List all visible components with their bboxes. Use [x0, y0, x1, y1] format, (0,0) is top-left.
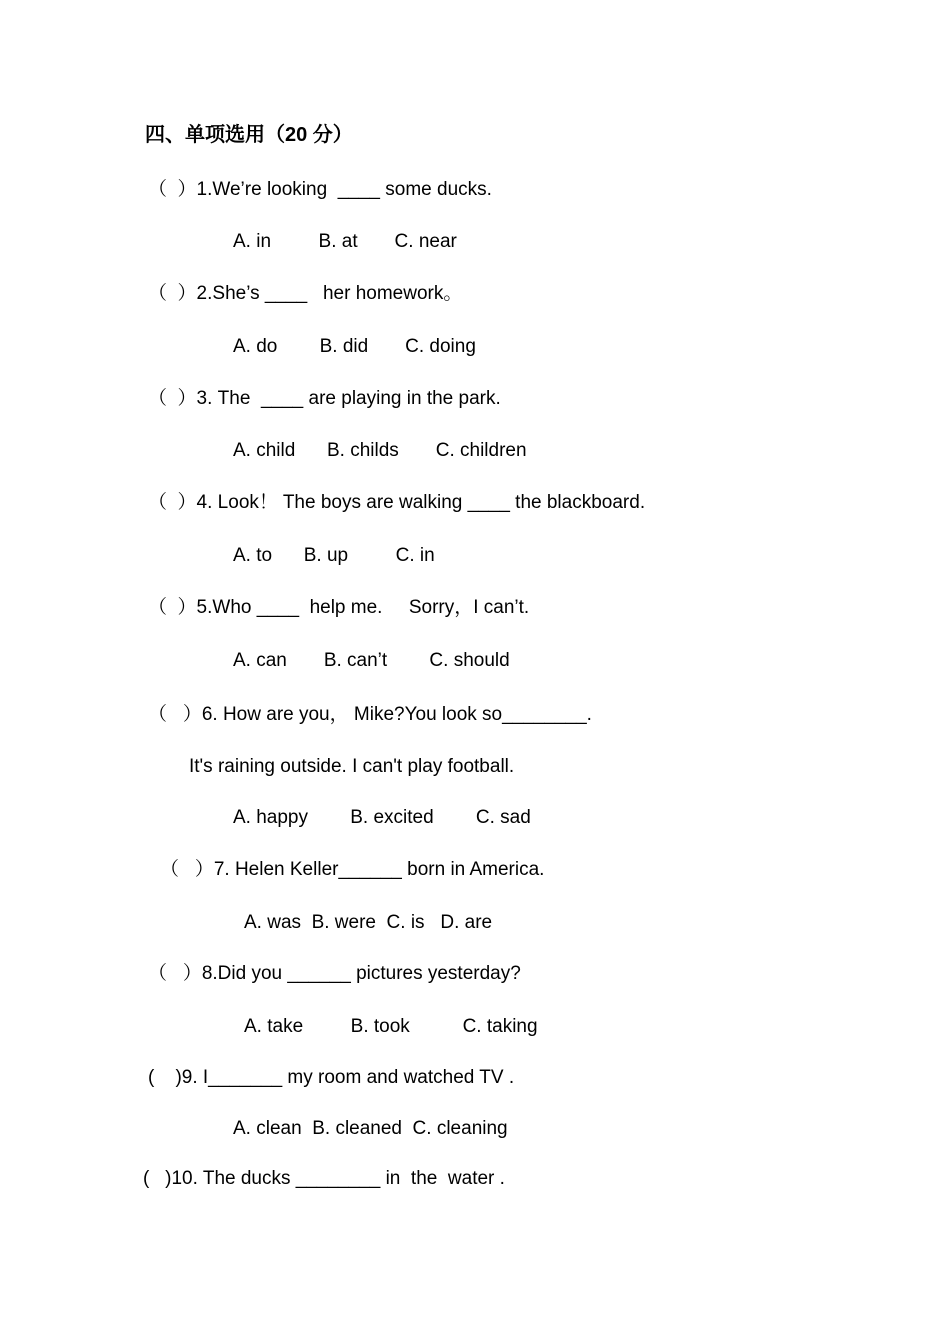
options-6: A. happy B. excited C. sad — [233, 807, 531, 828]
section-title: 四、单项选用（20 分） — [145, 124, 353, 146]
question-10: ( )10. The ducks ________ in the water . — [143, 1168, 505, 1189]
question-4: （ ）4. Look！ The boys are walking ____ the blackboard. — [148, 492, 646, 513]
options-3: A. child B. childs C. children — [233, 440, 527, 461]
options-7: A. was B. were C. is D. are — [244, 912, 493, 933]
options-2: A. do B. did C. doing — [233, 336, 476, 357]
options-4: A. to B. up C. in — [233, 545, 435, 566]
question-6-context: It's raining outside. I can't play football. — [189, 756, 515, 777]
options-1: A. in B. at C. near — [233, 231, 457, 252]
question-3: （ ）3. The ____ are playing in the park. — [148, 388, 501, 409]
options-9: A. clean B. cleaned C. cleaning — [233, 1118, 508, 1139]
question-1: （ ）1.We’re looking ____ some ducks. — [148, 179, 492, 200]
question-6: （ ）6. How are you， Mike?You look so________. — [148, 704, 592, 725]
options-8: A. take B. took C. taking — [244, 1016, 538, 1037]
options-5: A. can B. can’t C. should — [233, 650, 510, 671]
question-5: （ ）5.Who ____ help me. Sorry，I can’t. — [148, 597, 530, 618]
question-8: （ ）8.Did you ______ pictures yesterday? — [148, 963, 521, 984]
question-9: ( )9. I_______ my room and watched TV . — [148, 1067, 515, 1088]
question-7: （ ）7. Helen Keller______ born in America. — [160, 859, 545, 880]
question-2: （ ）2.She’s ____ her homework。 — [148, 283, 463, 304]
